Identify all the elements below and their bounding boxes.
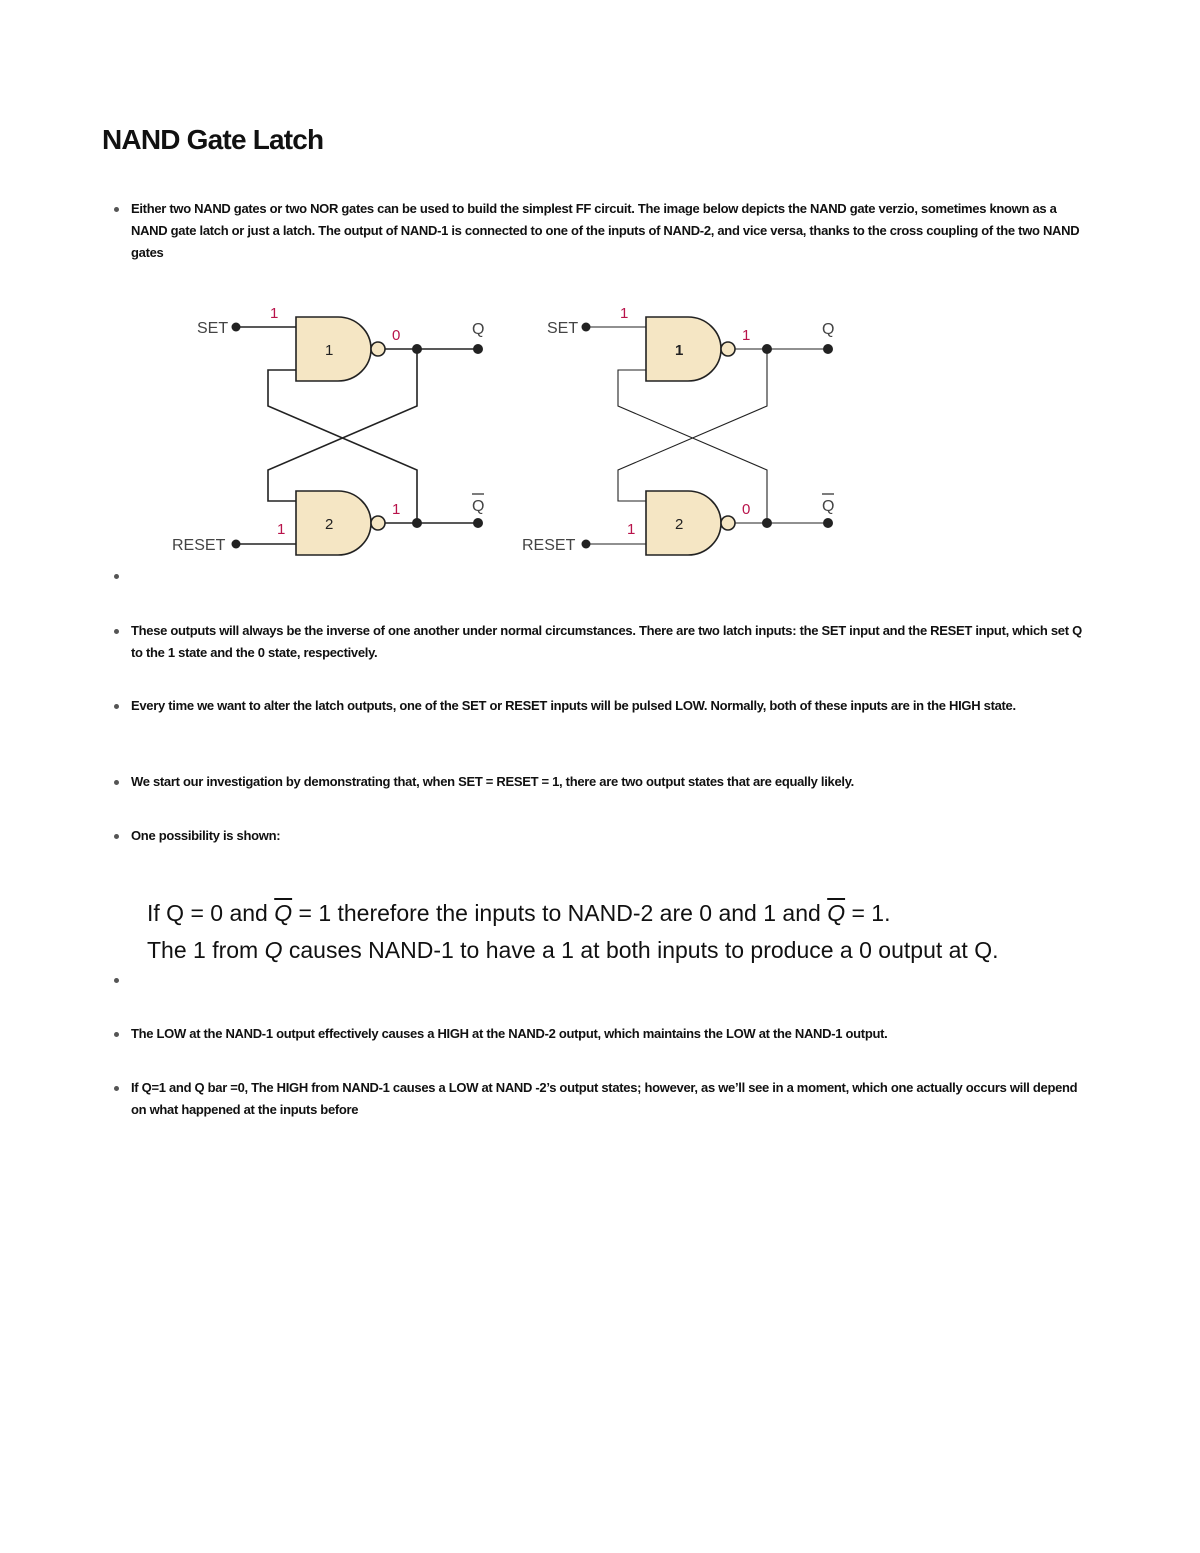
latch-circuit-right — [522, 305, 834, 555]
gate-1-label: 1 — [325, 342, 334, 359]
paragraph-inverse-outputs: These outputs will always be the inverse of one another under normal circumstances. There are two latch inputs: the SET input and the RESET input, which set Q to the 1 state and the 0 state, respectively. — [131, 623, 1082, 660]
bullet-dot — [114, 629, 119, 634]
formula-text: = 1 therefore the inputs to NAND-2 are 0 and 1 and — [292, 900, 828, 926]
gate-1-label: 1 — [675, 342, 684, 359]
bullet-dot — [114, 834, 119, 839]
bullet-dot — [114, 704, 119, 709]
q-output-label: Q — [822, 321, 835, 338]
gate-2-label: 2 — [675, 516, 684, 533]
q-value: 0 — [392, 327, 401, 344]
qbar-symbol: $\overline{Q}$ — [274, 900, 293, 926]
qbar-output-label: Q — [822, 498, 835, 515]
formula-line-1 — [147, 900, 890, 927]
qbar-value: 0 — [742, 501, 751, 518]
set-value: 1 — [620, 305, 629, 322]
set-label: SET — [197, 320, 229, 337]
qbar-output-label: Q — [472, 498, 485, 515]
q-output-label: Q — [472, 321, 485, 338]
q-value: 1 — [742, 327, 751, 344]
formula-line-2 — [147, 937, 999, 964]
page-title: NAND Gate Latch — [102, 124, 324, 155]
paragraph-equally-likely: We start our investigation by demonstrating that, when SET = RESET = 1, there are two output states that are equally likely. — [131, 774, 854, 789]
reset-label: RESET — [522, 537, 576, 554]
paragraph-low-output: The LOW at the NAND-1 output effectively causes a HIGH at the NAND-2 output, which maintains the LOW at the NAND-1 output. — [131, 1026, 888, 1041]
formula-text: causes NAND-1 to have a 1 at both inputs to produce a 0 output at Q. — [282, 937, 999, 963]
set-label: SET — [547, 320, 579, 337]
bullet-dot — [114, 1086, 119, 1091]
nand-latch-diagram — [160, 298, 860, 568]
qbar-symbol: $\overline{Q}$ — [827, 900, 846, 926]
formula-text: If Q = 0 and — [147, 900, 275, 926]
bullet-dot — [114, 1032, 119, 1037]
reset-label: RESET — [172, 537, 226, 554]
paragraph-q-equals-1: If Q=1 and Q bar =0, The HIGH from NAND-1 causes a LOW at NAND -2’s output states; however, as we’ll see in a moment, which one actually occurs will depend on what happened at the inputs before — [131, 1080, 1078, 1117]
qbar-value: 1 — [392, 501, 401, 518]
bullet-dot-empty — [114, 978, 119, 983]
formula-text: = 1. — [845, 900, 891, 926]
paragraph-one-possibility: One possibility is shown: — [131, 828, 281, 843]
formula-text: The 1 from — [147, 937, 265, 963]
paragraph-pulsed-low: Every time we want to alter the latch outputs, one of the SET or RESET inputs will be pulsed LOW. Normally, both of these inputs are in the HIGH state. — [131, 698, 1016, 713]
bullet-dot-empty — [114, 574, 119, 579]
latch-circuit-left — [172, 305, 484, 555]
bullet-dot — [114, 780, 119, 785]
paragraph-intro: Either two NAND gates or two NOR gates can be used to build the simplest FF circuit. The image below depicts the NAND gate verzio, sometimes known as a NAND gate latch or just a latch. The output of NAND-1 is connected to one of the inputs of NAND-2, and vice versa, thanks to the cross coupling of the two NAND gates — [131, 201, 1080, 260]
gate-2-label: 2 — [325, 516, 334, 533]
set-value: 1 — [270, 305, 279, 322]
q-symbol: Q — [264, 937, 283, 963]
bullet-dot — [114, 207, 119, 212]
reset-value: 1 — [277, 521, 286, 538]
reset-value: 1 — [627, 521, 636, 538]
